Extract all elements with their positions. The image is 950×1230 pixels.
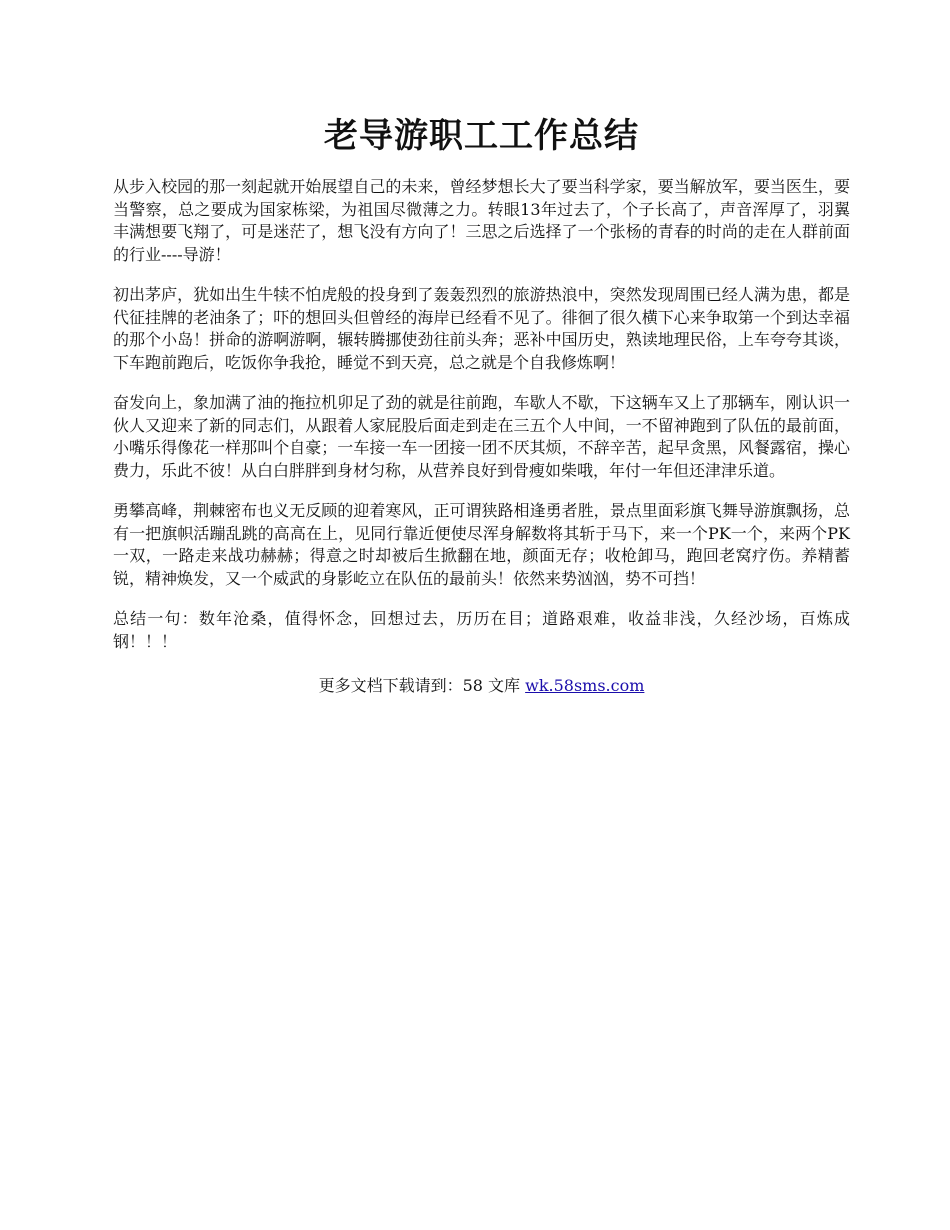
paragraph-beginning: 初出茅庐，犹如出生牛犊不怕虎般的投身到了轰轰烈烈的旅游热浪中，突然发现周围已经人满为患，都是代征挂牌的老油条了；吓的想回头但曾经的海岸已经看不见了。徘徊了很久横下心来争取第一个到达幸福的那个小岛！拼命的游啊游啊，辗转腾挪使劲往前头奔；恶补中国历史，熟读地理民俗，上车夸夸其谈，下车跑前跑后，吃饭你争我抢，睡觉不到天亮，总之就是个自我修炼啊！ xyxy=(113,285,850,372)
footer-link[interactable]: wk.58sms.com xyxy=(525,676,645,695)
document-title: 老导游职工工作总结 xyxy=(324,116,639,156)
footer-download-note xyxy=(113,675,850,697)
footer-prefix: 更多文档下载请到：58 文库 xyxy=(318,676,526,695)
paragraph-progress: 奋发向上，象加满了油的拖拉机卯足了劲的就是往前跑，车歇人不歇，下这辆车又上了那辆车，刚认识一伙人又迎来了新的同志们，从跟着人家屁股后面走到走在三五个人中间，一不留神跑到了队伍的最前面，小嘴乐得像花一样那叫个自豪；一车接一车一团接一团不厌其烦，不辞辛苦，起早贪黑，风餐露宿，操心费力，乐此不彼！从白白胖胖到身材匀称，从营养良好到骨瘦如柴哦，年付一年但还津津乐道。 xyxy=(113,393,850,480)
paragraph-summary: 总结一句：数年沧桑，值得怀念，回想过去，历历在目；道路艰难，收益非浅，久经沙场，百炼成钢！！！ xyxy=(113,609,850,651)
document-page xyxy=(113,110,850,697)
paragraph-intro: 从步入校园的那一刻起就开始展望自己的未来，曾经梦想长大了要当科学家，要当解放军，要当医生，要当警察，总之要成为国家栋梁，为祖国尽微薄之力。转眼13年过去了，个子长高了，声音浑厚了，羽翼丰满想要飞翔了，可是迷茫了，想飞没有方向了！三思之后选择了一个张杨的青春的时尚的走在人群前面的行业----导游！ xyxy=(113,177,850,264)
paragraph-climb: 勇攀高峰，荆棘密布也义无反顾的迎着寒风，正可谓狭路相逢勇者胜，景点里面彩旗飞舞导游旗飘扬，总有一把旗帜活蹦乱跳的高高在上，见同行靠近便使尽浑身解数将其斩于马下，来一个PK一个，来两个PK一双，一路走来战功赫赫；得意之时却被后生掀翻在地，颜面无存；收枪卸马，跑回老窝疗伤。养精蓄锐，精神焕发，又一个威武的身影屹立在队伍的最前头！依然来势汹汹，势不可挡！ xyxy=(113,501,850,588)
